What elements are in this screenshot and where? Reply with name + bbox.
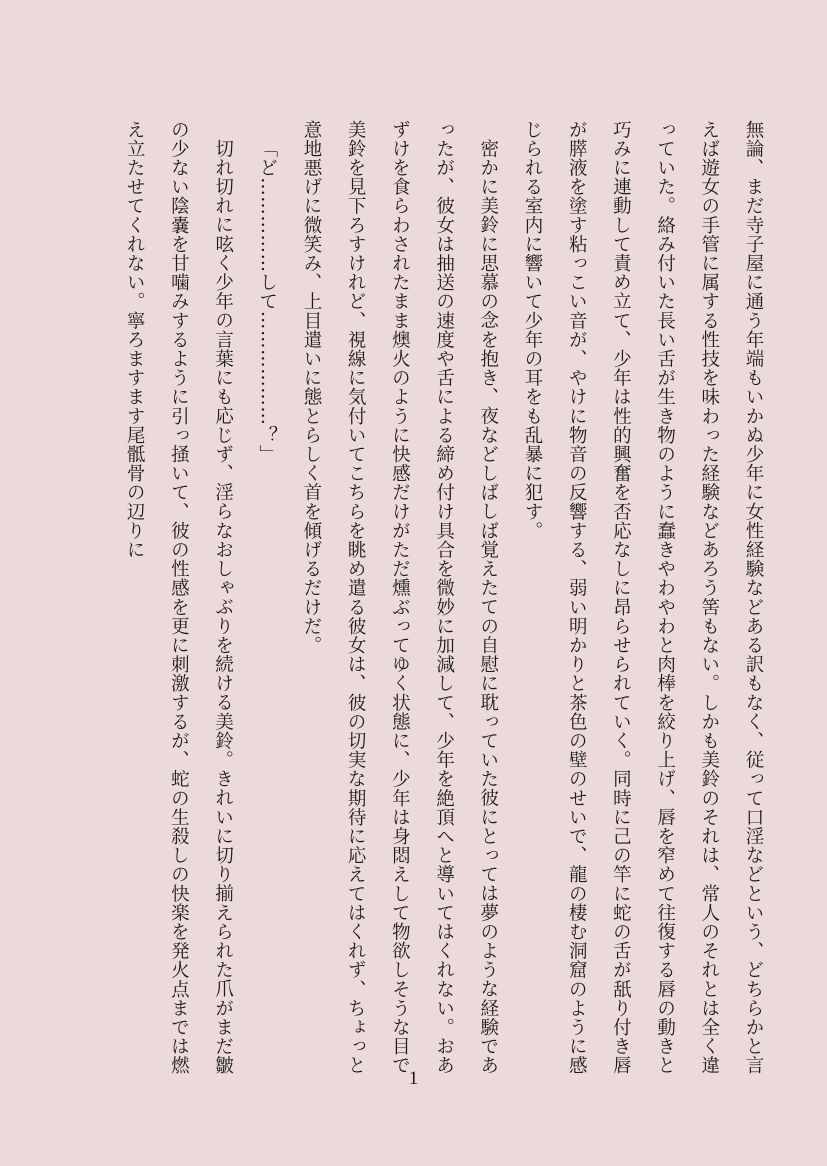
paragraph-2: 密かに美鈴に思慕の念を抱き、夜などしばしば覚えたての自慰に耽っていた彼にとっては夢のような経験であったが、彼女は抽送の速度や舌による締め付け具合を微妙に加減して、少年を絶頂へと導いてはくれない。おあずけを食らわされたまま燠火のように快感だけがただ燻ぶってゆく状態に、少年は身悶えして物欲しそうな目で美鈴を見下ろすけれど、視線に気付いてこちらを眺め遣る彼女は、彼の切実な期待に応えてはくれず、ちょっと意地悪げに微笑み、上目遣いに態とらしく首を傾げるだけだ。 [300, 120, 499, 1075]
paragraph-1: 無論、まだ寺子屋に通う年端もいかぬ少年に女性経験などある訳もなく、従って口淫などという、どちらかと言えば遊女の手管に属する性技を味わった経験などあろう筈もない。しかも美鈴のそれは、常人のそれとは全く違っていた。絡み付いた長い舌が生き物のように蠢きやわやわと肉棒を絞り上げ、唇を窄めて往復する唇の動きと巧みに連動して責め立て、少年は性的興奮を否応なしに昂らせられていく。同時に己の竿に蛇の舌が舐り付き唇が膵液を塗す粘っこい音が、やけに物音の反響する、弱い明かりと茶色の壁のせいで、龍の棲む洞窟のように感じられる室内に響いて少年の耳をも乱暴に犯す。 [521, 120, 764, 1075]
vertical-text-body [45, 120, 775, 1075]
paragraph-3-dialogue: 「ど……………して………………？」 [256, 138, 278, 464]
paragraph-4: 切れ切れに呟く少年の言葉にも応じず、淫らなおしゃぶりを続ける美鈴。きれいに切り揃えられた爪がまだ皺の少ない陰嚢を甘噛みするように引っ掻いて、彼の性感を更に刺激するが、蛇の生殺しの快楽を発火点までは燃え立たせてくれない。寧ろますます尾骶骨の辺りに [124, 120, 234, 1075]
page-number: 1 [408, 1068, 419, 1089]
